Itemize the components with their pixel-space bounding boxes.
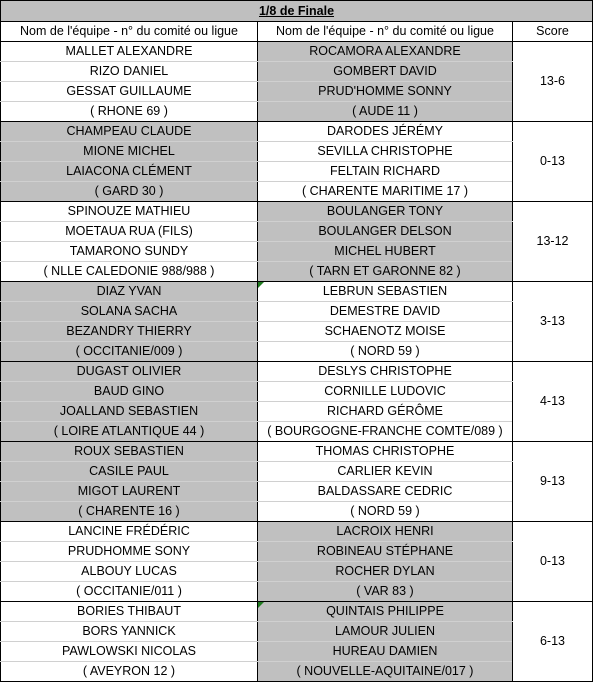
team-left-line: ( LOIRE ATLANTIQUE 44 )	[1, 422, 258, 442]
match-row	[1, 402, 593, 422]
team-right-line: QUINTAIS PHILIPPE	[258, 602, 513, 622]
team-right-line: SCHAENOTZ MOISE	[258, 322, 513, 342]
team-right-line: PRUD'HOMME SONNY	[258, 82, 513, 102]
team-right-line: ( BOURGOGNE-FRANCHE COMTE/089 )	[258, 422, 513, 442]
team-left-line: PRUDHOMME SONY	[1, 542, 258, 562]
team-right-line: HUREAU DAMIEN	[258, 642, 513, 662]
match-row	[1, 622, 593, 642]
match-row	[1, 342, 593, 362]
match-row	[1, 222, 593, 242]
match-score: 0-13	[513, 522, 593, 602]
team-right-line: DEMESTRE DAVID	[258, 302, 513, 322]
team-left-line: ( GARD 30 )	[1, 182, 258, 202]
team-right-line: BALDASSARE CEDRIC	[258, 482, 513, 502]
match-row	[1, 642, 593, 662]
match-row	[1, 382, 593, 402]
match-row	[1, 242, 593, 262]
team-right-line: ( AUDE 11 )	[258, 102, 513, 122]
team-right-line: ( NORD 59 )	[258, 502, 513, 522]
team-right-line: ROBINEAU STÉPHANE	[258, 542, 513, 562]
team-left-line: ( CHARENTE 16 )	[1, 502, 258, 522]
match-row	[1, 182, 593, 202]
team-right-line: CORNILLE LUDOVIC	[258, 382, 513, 402]
team-left-line: LANCINE FRÉDÉRIC	[1, 522, 258, 542]
title-cell	[1, 1, 593, 22]
team-right-line: LAMOUR JULIEN	[258, 622, 513, 642]
match-score: 3-13	[513, 282, 593, 362]
match-row	[1, 362, 593, 382]
team-right-line: GOMBERT DAVID	[258, 62, 513, 82]
team-right-line: ROCAMORA ALEXANDRE	[258, 42, 513, 62]
match-row	[1, 502, 593, 522]
match-row	[1, 322, 593, 342]
team-right-line: ROCHER DYLAN	[258, 562, 513, 582]
team-left-line: MALLET ALEXANDRE	[1, 42, 258, 62]
team-left-line: TAMARONO SUNDY	[1, 242, 258, 262]
match-score: 9-13	[513, 442, 593, 522]
team-left-line: LAIACONA CLÉMENT	[1, 162, 258, 182]
match-row	[1, 462, 593, 482]
match-row	[1, 102, 593, 122]
team-right-line: ( NORD 59 )	[258, 342, 513, 362]
team-right-line: BOULANGER DELSON	[258, 222, 513, 242]
match-row	[1, 302, 593, 322]
match-row	[1, 662, 593, 682]
team-left-line: SPINOUZE MATHIEU	[1, 202, 258, 222]
team-left-line: MIGOT LAURENT	[1, 482, 258, 502]
match-row	[1, 602, 593, 622]
match-row	[1, 422, 593, 442]
match-score: 6-13	[513, 602, 593, 682]
title-row	[1, 1, 593, 22]
team-right-line: DESLYS CHRISTOPHE	[258, 362, 513, 382]
team-right-line: LACROIX HENRI	[258, 522, 513, 542]
match-row	[1, 522, 593, 542]
team-left-line: ( AVEYRON 12 )	[1, 662, 258, 682]
team-left-line: BORS YANNICK	[1, 622, 258, 642]
team-right-line: ( NOUVELLE-AQUITAINE/017 )	[258, 662, 513, 682]
header-team-left: Nom de l'équipe - n° du comité ou ligue	[1, 22, 258, 42]
team-right-line: ( VAR 83 )	[258, 582, 513, 602]
match-row	[1, 582, 593, 602]
team-left-line: BORIES THIBAUT	[1, 602, 258, 622]
match-row	[1, 542, 593, 562]
team-right-line: THOMAS CHRISTOPHE	[258, 442, 513, 462]
match-row	[1, 142, 593, 162]
team-right-line: BOULANGER TONY	[258, 202, 513, 222]
team-left-line: ( NLLE CALEDONIE 988/988 )	[1, 262, 258, 282]
team-right-line: FELTAIN RICHARD	[258, 162, 513, 182]
team-left-line: CHAMPEAU CLAUDE	[1, 122, 258, 142]
match-row	[1, 82, 593, 102]
team-left-line: MIONE MICHEL	[1, 142, 258, 162]
match-row	[1, 562, 593, 582]
match-row	[1, 162, 593, 182]
team-left-line: CASILE PAUL	[1, 462, 258, 482]
match-row	[1, 202, 593, 222]
team-left-line: ( RHONE 69 )	[1, 102, 258, 122]
team-left-line: BEZANDRY THIERRY	[1, 322, 258, 342]
match-score: 4-13	[513, 362, 593, 442]
team-right-line: CARLIER KEVIN	[258, 462, 513, 482]
team-right-line: DARODES JÉRÉMY	[258, 122, 513, 142]
match-row	[1, 442, 593, 462]
team-left-line: JOALLAND SEBASTIEN	[1, 402, 258, 422]
header-score: Score	[513, 22, 593, 42]
match-row	[1, 62, 593, 82]
team-left-line: GESSAT GUILLAUME	[1, 82, 258, 102]
team-right-line: SEVILLA CHRISTOPHE	[258, 142, 513, 162]
team-right-line: RICHARD GÉRÔME	[258, 402, 513, 422]
team-left-line: ROUX SEBASTIEN	[1, 442, 258, 462]
match-row	[1, 262, 593, 282]
team-left-line: ( OCCITANIE/011 )	[1, 582, 258, 602]
team-right-line: ( CHARENTE MARITIME 17 )	[258, 182, 513, 202]
match-row	[1, 122, 593, 142]
round-title: 1/8 de Finale	[258, 3, 335, 18]
team-left-line: MOETAUA RUA (FILS)	[1, 222, 258, 242]
team-left-line: PAWLOWSKI NICOLAS	[1, 642, 258, 662]
team-left-line: RIZO DANIEL	[1, 62, 258, 82]
match-row	[1, 482, 593, 502]
team-left-line: DUGAST OLIVIER	[1, 362, 258, 382]
match-row	[1, 42, 593, 62]
team-left-line: SOLANA SACHA	[1, 302, 258, 322]
match-row	[1, 282, 593, 302]
header-team-right: Nom de l'équipe - n° du comité ou ligue	[258, 22, 513, 42]
team-right-line: LEBRUN SEBASTIEN	[258, 282, 513, 302]
team-right-line: ( TARN ET GARONNE 82 )	[258, 262, 513, 282]
team-left-line: ( OCCITANIE/009 )	[1, 342, 258, 362]
results-table-body	[1, 1, 593, 682]
match-score: 13-12	[513, 202, 593, 282]
team-right-line: MICHEL HUBERT	[258, 242, 513, 262]
match-score: 0-13	[513, 122, 593, 202]
match-score: 13-6	[513, 42, 593, 122]
team-left-line: BAUD GINO	[1, 382, 258, 402]
team-left-line: ALBOUY LUCAS	[1, 562, 258, 582]
header-row	[1, 22, 593, 42]
team-left-line: DIAZ YVAN	[1, 282, 258, 302]
